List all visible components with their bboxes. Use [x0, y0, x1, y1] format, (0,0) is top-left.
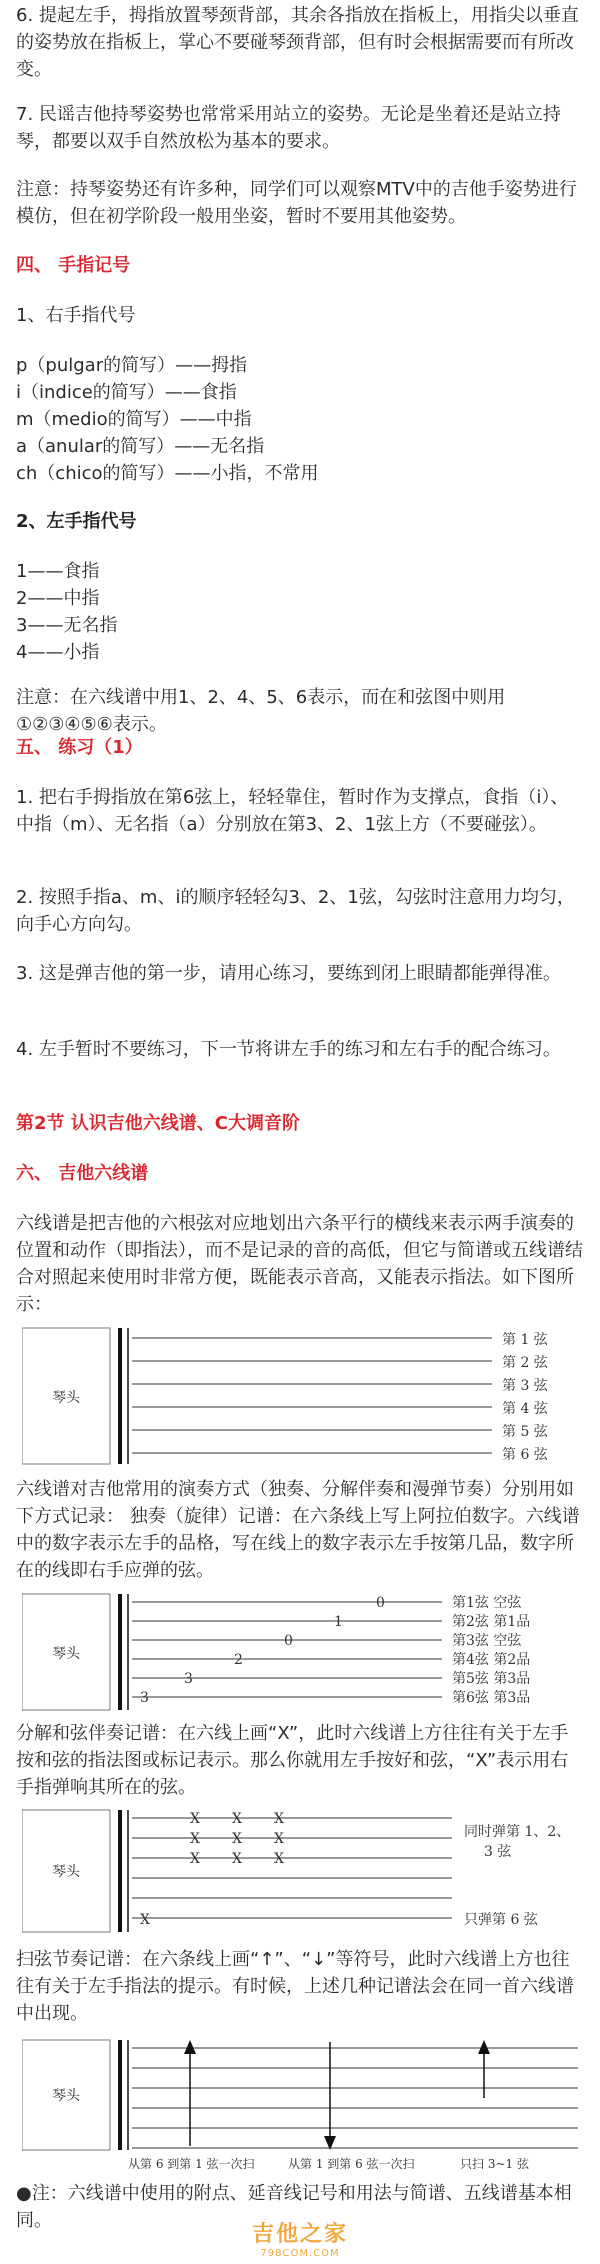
- strum-caption: 从第 6 到第 1 弦一次扫: [128, 2157, 255, 2171]
- headstock-label: 琴头: [52, 1390, 80, 1406]
- string-label: 第 3 弦: [502, 1378, 548, 1394]
- list-item: p（pulgar的简写）——拇指: [16, 355, 248, 376]
- left-hand-title: 2、左手指代号: [16, 511, 137, 532]
- fret-digit: 1: [334, 1614, 343, 1630]
- list-item: 1——食指: [16, 561, 100, 582]
- string-label: 第 4 弦: [502, 1401, 548, 1417]
- x-mark: X: [190, 1811, 200, 1827]
- watermark-url: 798COM.COM: [260, 2248, 340, 2259]
- headstock-label: 琴头: [52, 1646, 80, 1662]
- headstock-label: 琴头: [52, 2088, 80, 2104]
- fret-digits: [140, 1595, 385, 1706]
- string-label: 第1弦 空弦: [452, 1595, 522, 1611]
- list-item: a（anular的简写）——无名指: [16, 436, 265, 457]
- x-mark: X: [140, 1912, 150, 1928]
- exercise-3: 3. 这是弹吉他的第一步，请用心练习，要练到闭上眼睛都能弹得准。: [16, 963, 561, 984]
- heading-finger-marks: 四、 手指记号: [16, 255, 131, 276]
- heading-tablature: 六、 吉他六线谱: [16, 1163, 149, 1184]
- paragraph-standing: 7. 民谣吉他持琴姿势也常常采用站立的姿势。无论是坐着还是站立持琴，都要以双手自然放松为基本的要求。: [16, 104, 561, 152]
- fret-digit: 3: [140, 1690, 149, 1706]
- arpeggio-label-top2: 3 弦: [484, 1844, 512, 1860]
- x-mark: X: [232, 1851, 242, 1867]
- section-title: 第2节 认识吉他六线谱、C大调音阶: [16, 1113, 300, 1134]
- string-labels: [502, 1332, 549, 1463]
- fret-digit: 0: [376, 1595, 385, 1611]
- tab-intro: 六线谱是把吉他的六根弦对应地划出六条平行的横线来表示两手演奏的位置和动作（即指法），而不是记录的音的高低，但它与简谱或五线谱结合对照起来使用时非常方便，既能表示音高，又能表示指法。如下图所示：: [16, 1213, 583, 1315]
- exercise-2: 2. 按照手指a、m、i的顺序轻轻勾3、2、1弦，勾弦时注意用力均匀，向手心方向勾。: [16, 887, 575, 935]
- exercise-1: 1. 把右手拇指放在第6弦上，轻轻靠住，暂时作为支撑点，食指（i）、中指（m）、无名指（a）分别放在第3、2、1弦上方（不要碰弦）。: [16, 787, 569, 835]
- string-label: 第4弦 第2品: [452, 1652, 531, 1668]
- figure-arpeggio-tab: [22, 1806, 578, 1934]
- string-label: 第 2 弦: [502, 1355, 548, 1371]
- fret-digit: 2: [234, 1652, 243, 1668]
- strum-up-arrow: [184, 2040, 196, 2146]
- list-item: ch（chico的简写）——小指，不常用: [16, 463, 319, 484]
- x-mark: X: [232, 1831, 242, 1847]
- right-hand-title: 1、右手指代号: [16, 305, 136, 326]
- string-label: 第3弦 空弦: [452, 1633, 522, 1649]
- heading-exercise: 五、 练习（1）: [16, 737, 143, 758]
- string-labels: [452, 1594, 530, 1706]
- string-label: 第6弦 第3品: [452, 1690, 531, 1706]
- list-item: m（medio的简写）——中指: [16, 409, 252, 430]
- string-label: 第5弦 第3品: [452, 1671, 531, 1687]
- string-label: 第 5 弦: [502, 1424, 548, 1440]
- arpeggio-label-bottom: 只弹第 6 弦: [464, 1912, 538, 1928]
- x-mark: X: [190, 1851, 200, 1867]
- fret-digit: 3: [184, 1671, 193, 1687]
- site-watermark: [230, 2222, 370, 2260]
- string-label: 第 1 弦: [502, 1332, 548, 1348]
- watermark-title: 吉他之家: [251, 2222, 348, 2247]
- exercise-4: 4. 左手暂时不要练习，下一节将讲左手的练习和左右手的配合练习。: [16, 1039, 561, 1060]
- x-mark: X: [274, 1831, 284, 1847]
- x-mark: X: [190, 1831, 200, 1847]
- note-posture: 注意：持琴姿势还有许多种，同学们可以观察MTV中的吉他手姿势进行模仿，但在初学阶段一般用坐姿，暂时不要用其他姿势。: [16, 179, 577, 227]
- x-mark: X: [274, 1811, 284, 1827]
- string-label: 第 6 弦: [502, 1447, 548, 1463]
- arpeggio-text: 分解和弦伴奏记谱：在六线上画“X”，此时六线谱上方往往有关于左手按和弦的指法图或标记表示。那么你就用左手按好和弦，“X”表示用右手指弹响其所在的弦。: [16, 1723, 569, 1798]
- x-marks: [140, 1811, 284, 1928]
- string-label: 第2弦 第1品: [452, 1614, 531, 1630]
- x-mark: X: [232, 1811, 242, 1827]
- list-item: 3——无名指: [16, 615, 118, 636]
- strum-down-arrow: [324, 2042, 336, 2150]
- note-tab-fingers: 注意：在六线谱中用1、2、4、5、6表示，而在和弦图中则用①②③④⑤⑥表示。: [16, 687, 506, 735]
- list-item: 4——小指: [16, 642, 100, 663]
- tab-methods: 六线谱对吉他常用的演奏方式（独奏、分解伴奏和漫弹节奏）分别用如下方式记录： 独奏（旋律）记谱：在六条线上写上阿拉伯数字。六线谱中的数字表示左手的品格，写在线上的数字表示左手按第几品，数字所在的线即右手应弹的弦。: [16, 1479, 580, 1581]
- arpeggio-label-top: 同时弹第 1、2、: [464, 1824, 571, 1840]
- final-note: ●注：六线谱中使用的附点、延音线记号和用法与简谱、五线谱基本相同。: [16, 2183, 572, 2231]
- paragraph-left-hand: 6. 提起左手，拇指放置琴颈背部，其余各指放在指板上，用指尖以垂直的姿势放在指板上，掌心不要碰琴颈背部，但有时会根据需要而有所改变。: [16, 5, 579, 80]
- headstock-label: 琴头: [52, 1864, 80, 1880]
- strum-arrows: [184, 2040, 490, 2150]
- strum-caption: 只扫 3~1 弦: [460, 2157, 529, 2171]
- strum-text: 扫弦节奏记谱：在六条线上画“↑”、“↓”等符号，此时六线谱上方也往往有关于左手指法的提示。有时候，上述几种记谱法会在同一首六线谱中出现。: [16, 1949, 574, 2024]
- fret-digit: 0: [284, 1633, 293, 1649]
- list-item: i（indice的简写）——食指: [16, 382, 237, 403]
- x-mark: X: [274, 1851, 284, 1867]
- figure-strum-tab: [22, 2036, 578, 2172]
- strum-up-arrow-partial: [478, 2040, 490, 2098]
- strum-caption: 从第 1 到第 6 弦一次扫: [288, 2157, 415, 2171]
- figure-solo-tab: [22, 1590, 578, 1712]
- figure-six-lines: [22, 1324, 578, 1466]
- list-item: 2——中指: [16, 588, 100, 609]
